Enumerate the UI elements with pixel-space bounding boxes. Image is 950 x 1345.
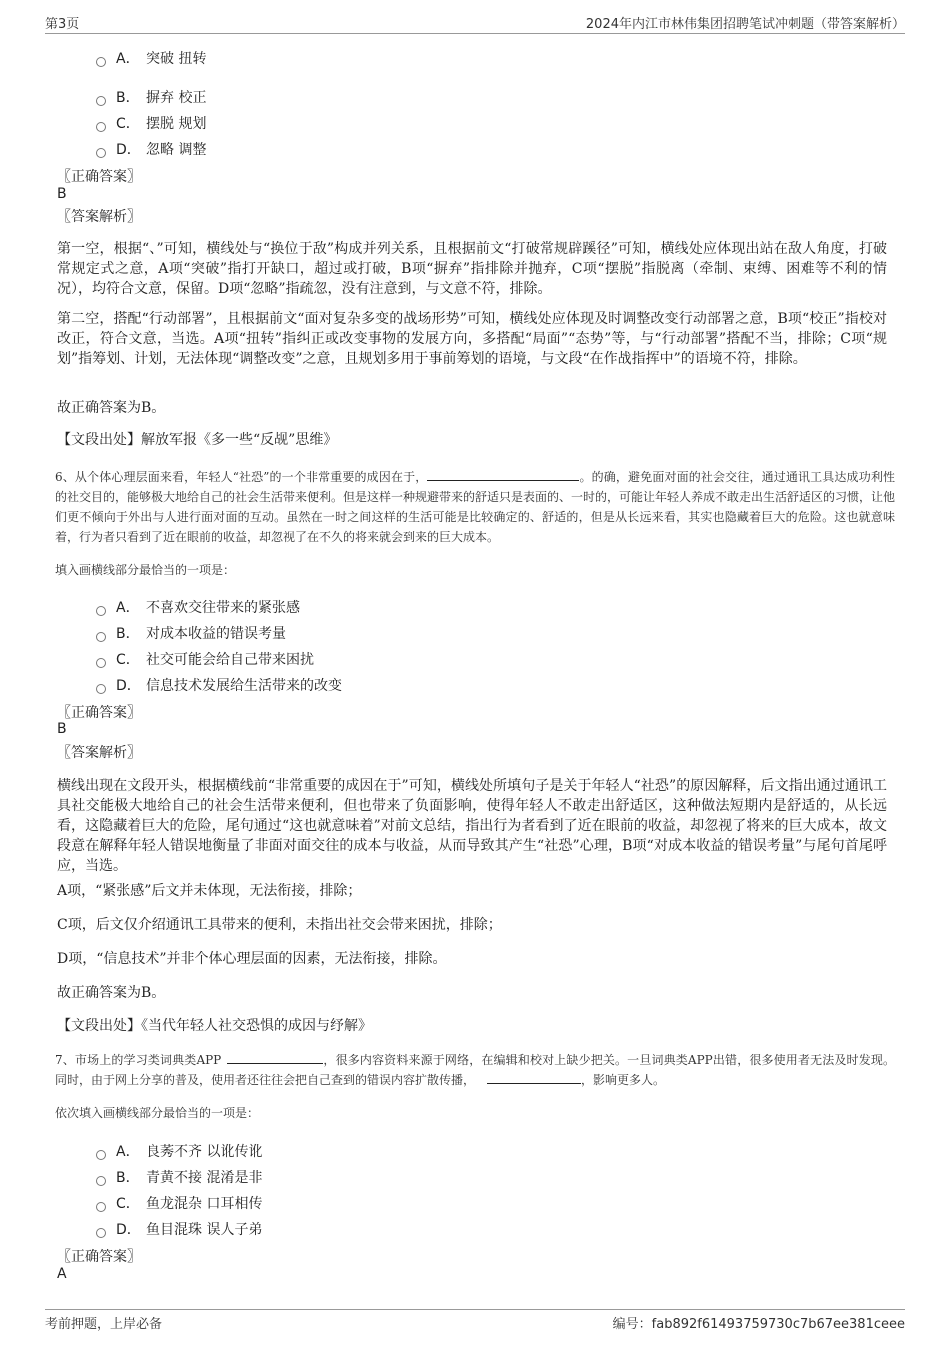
q5-option-a[interactable]: A． 突破 扭转	[96, 48, 206, 68]
q6-analysis-a: A项，“紧张感”后文并未体现，无法衔接，排除；	[57, 883, 362, 899]
radio-icon[interactable]	[96, 148, 106, 158]
footer-divider	[45, 1309, 905, 1310]
q6-analysis-p1: 横线出现在文段开头，根据横线前“非常重要的成因在于”可知，横线处所填句子是关于年轻人“社恐”的原因解释，后文指出通过通讯工具社交能极大地给自己的社会生活带来便利，但也带来了负面影响，使得年轻人不敢走出舒适区，这种做法短期内是舒适的，从长远看，这隐藏着巨大的危险，尾句通过“这也就意味着”对前文总结，指出行为者看到了近在眼前的收益，却忽视了将来的巨大成本，故文段意在解释年轻人错误地衡量了非面对面交往的成本与收益，从而导致其产生“社恐”心理，B项“对成本收益的错误考量”与尾句首尾呼应，当选。	[57, 778, 887, 874]
answer-blank-2	[487, 1071, 581, 1084]
q7-answer-label: 〖正确答案〗	[57, 1249, 141, 1265]
answer-blank	[427, 468, 579, 481]
q7-option-b[interactable]: B． 青黄不接 混淆是非	[96, 1167, 262, 1187]
q7-option-a[interactable]: A． 良莠不齐 以讹传讹	[96, 1141, 262, 1161]
footer-code: 编号：fab892f61493759730c7b67ee381ceee	[612, 1317, 905, 1332]
q5-answer-label: 〖正确答案〗	[57, 169, 141, 185]
page-number: 第3页	[45, 17, 80, 32]
q5-analysis-label: 〖答案解析〗	[57, 209, 141, 225]
q6-answer-label: 〖正确答案〗	[57, 705, 141, 721]
radio-icon[interactable]	[96, 1150, 106, 1160]
radio-icon[interactable]	[96, 606, 106, 616]
q6-option-a[interactable]: A． 不喜欢交往带来的紧张感	[96, 597, 300, 617]
radio-icon[interactable]	[96, 96, 106, 106]
header-divider	[45, 33, 905, 34]
q6-stem: 6、从个体心理层面来看，年轻人“社恐”的一个非常重要的成因在于， 。的确，避免面对面的社会交往，通过通讯工具达成功利性的社交目的，能够极大地给自己的社会生活带来便利。但是这样一种规避带来的舒适只是表面的、一时的，可能让年轻人养成不敢走出生活舒适区的习惯，让他们更不倾向于外出与人进行面对面的互动。虽然在一时之间这样的生活可能是比较确定的、舒适的，但是从长远来看，其实也隐藏着巨大的危险。这也就意味着，行为者只看到了近在眼前的收益，却忽视了在不久的将来就会到来的巨大成本。	[55, 470, 896, 544]
q7-stem: 7、市场上的学习类词典类APP ，很多内容资料来源于网络，在编辑和校对上缺少把关。一旦词典类APP出错，很多使用者无法及时发现。同时，由于网上分享的普及，使用者还往往会把自己查到的错误内容扩散传播， ，影响更多人。	[55, 1053, 895, 1087]
radio-icon[interactable]	[96, 684, 106, 694]
q6-analysis-d: D项，“信息技术”并非个体心理层面的因素，无法衔接，排除。	[57, 951, 447, 967]
q6-analysis-c: C项，后文仅介绍通讯工具带来的便利，未指出社交会带来困扰，排除；	[57, 917, 502, 933]
q5-source: 【文段出处】解放军报《多一些“反觇”思维》	[57, 432, 338, 448]
q6-conclusion: 故正确答案为B。	[57, 985, 166, 1001]
q6-option-b[interactable]: B． 对成本收益的错误考量	[96, 623, 286, 643]
q7-option-c[interactable]: C． 鱼龙混杂 口耳相传	[96, 1193, 262, 1213]
radio-icon[interactable]	[96, 122, 106, 132]
q6-prompt: 填入画横线部分最恰当的一项是：	[55, 563, 236, 577]
q6-option-c[interactable]: C． 社交可能会给自己带来困扰	[96, 649, 314, 669]
footer-slogan: 考前押题，上岸必备	[45, 1317, 163, 1332]
radio-icon[interactable]	[96, 1202, 106, 1212]
q5-option-b[interactable]: B． 摒弃 校正	[96, 87, 206, 107]
radio-icon[interactable]	[96, 658, 106, 668]
answer-blank-1	[227, 1051, 323, 1064]
radio-icon[interactable]	[96, 1228, 106, 1238]
q7-answer: A	[57, 1266, 67, 1282]
q6-option-d[interactable]: D． 信息技术发展给生活带来的改变	[96, 675, 342, 695]
q6-analysis-label: 〖答案解析〗	[57, 745, 141, 761]
q5-option-d[interactable]: D． 忽略 调整	[96, 139, 206, 159]
q5-analysis-p2: 第二空，搭配“行动部署”，且根据前文“面对复杂多变的战场形势”可知，横线处应体现及时调整改变行动部署之意，B项“校正”指校对改正，符合文意，当选。A项“扭转”指纠正或改变事物的发展方向，多搭配“局面”“态势”等，与“行动部署”搭配不当，排除；C项“规划”指筹划、计划，无法体现“调整改变”之意，且规划多用于事前筹划的语境，与文段“在作战指挥中”的语境不符，排除。	[57, 311, 887, 367]
q7-option-d[interactable]: D． 鱼目混珠 误人子弟	[96, 1219, 262, 1239]
document-title: 2024年内江市林伟集团招聘笔试冲刺题（带答案解析）	[585, 17, 905, 32]
q5-answer: B	[57, 186, 67, 202]
radio-icon[interactable]	[96, 632, 106, 642]
radio-icon[interactable]	[96, 57, 106, 67]
q6-answer: B	[57, 721, 67, 737]
q5-option-c[interactable]: C． 摆脱 规划	[96, 113, 206, 133]
q5-analysis-p1: 第一空，根据“、”可知，横线处与“换位于敌”构成并列关系，且根据前文“打破常规辟蹊径”可知，横线处应体现出站在敌人角度，打破常规定式之意，A项“突破”指打开缺口，超过或打破，B项“摒弃”指排除并抛弃，C项“摆脱”指脱离（牵制、束缚、困难等不利的情况），均符合文意，保留。D项“忽略”指疏忽，没有注意到，与文意不符，排除。	[57, 241, 887, 297]
q6-source: 【文段出处】《当代年轻人社交恐惧的成因与纾解》	[57, 1018, 372, 1034]
q5-conclusion: 故正确答案为B。	[57, 400, 166, 416]
q7-prompt: 依次填入画横线部分最恰当的一项是：	[55, 1106, 260, 1120]
radio-icon[interactable]	[96, 1176, 106, 1186]
